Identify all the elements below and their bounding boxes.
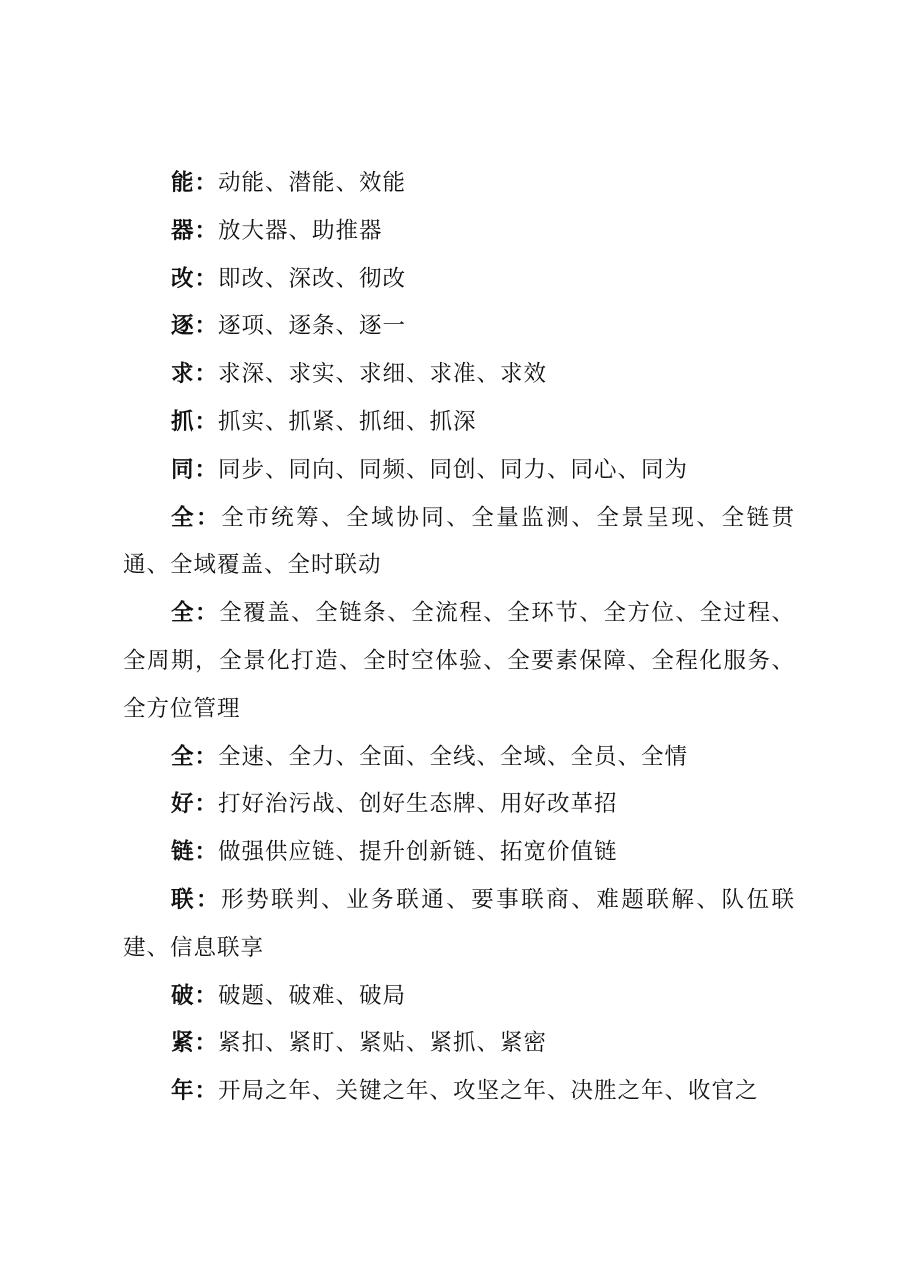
entry-qi <box>123 208 795 256</box>
entry-tong <box>123 447 795 495</box>
entry-key: 逐 <box>171 313 195 340</box>
entry-text: 全速、全力、全面、全线、全域、全员、全情 <box>218 743 689 770</box>
entry-text: 逐项、逐条、逐一 <box>218 313 407 340</box>
entry-text: 同步、同向、同频、同创、同力、同心、同为 <box>218 456 689 483</box>
entry-key: 破 <box>171 982 195 1009</box>
entry-separator: ： <box>194 456 219 483</box>
entry-separator: ： <box>194 1078 219 1105</box>
entry-key: 好 <box>171 791 195 818</box>
entry-text: 即改、深改、彻改 <box>218 265 407 292</box>
entry-lian-chain <box>123 829 795 877</box>
entry-separator: ： <box>196 504 222 531</box>
entry-hao <box>123 781 795 829</box>
entry-zhu <box>123 303 795 351</box>
entry-text: 放大器、助推器 <box>218 217 383 244</box>
entry-separator: ： <box>194 313 219 340</box>
entry-zhua <box>123 399 795 447</box>
entry-key: 抓 <box>171 408 195 435</box>
entry-text: 动能、潜能、效能 <box>218 170 407 196</box>
entry-separator: ： <box>194 839 219 866</box>
entry-lian-joint <box>123 877 795 973</box>
entry-quan-1 <box>123 495 795 591</box>
entry-separator: ： <box>194 217 219 244</box>
entry-text: 全市统筹、全域协同、全量监测、全景呈现、全链贯通、全域覆盖、全时联动 <box>123 504 795 579</box>
entry-key: 改 <box>171 265 195 292</box>
entry-separator: ： <box>194 265 219 292</box>
entry-key: 能 <box>171 170 195 196</box>
entry-gai <box>123 256 795 304</box>
entry-key: 全 <box>171 600 196 627</box>
entry-key: 链 <box>171 839 195 866</box>
entry-separator: ： <box>195 600 220 627</box>
document-page <box>123 160 795 1116</box>
entry-separator: ： <box>194 361 219 388</box>
entry-quan-2 <box>123 590 795 733</box>
entry-text: 求深、求实、求细、求准、求效 <box>218 361 548 388</box>
entry-text: 做强供应链、提升创新链、拓宽价值链 <box>218 839 618 866</box>
entry-separator: ： <box>194 791 219 818</box>
entry-text: 紧扣、紧盯、紧贴、紧抓、紧密 <box>218 1030 548 1057</box>
entry-separator: ： <box>196 886 222 913</box>
entry-neng <box>123 160 795 208</box>
entry-separator: ： <box>194 743 219 770</box>
entry-po <box>123 973 795 1021</box>
entry-key: 同 <box>171 456 195 483</box>
entry-text: 形势联判、业务联通、要事联商、难题联解、队伍联建、信息联享 <box>123 886 795 961</box>
entry-key: 求 <box>171 361 195 388</box>
entry-key: 全 <box>171 743 195 770</box>
entry-separator: ： <box>194 170 219 196</box>
entry-nian <box>123 1068 795 1116</box>
entry-text: 抓实、抓紧、抓细、抓深 <box>218 408 477 435</box>
entry-text: 开局之年、关键之年、攻坚之年、决胜之年、收官之 <box>218 1078 759 1105</box>
entry-key: 器 <box>171 217 195 244</box>
entry-separator: ： <box>194 408 219 435</box>
entry-key: 年 <box>171 1078 195 1105</box>
entry-text: 破题、破难、破局 <box>218 982 407 1009</box>
entry-text: 全覆盖、全链条、全流程、全环节、全方位、全过程、全周期，全景化打造、全时空体验、全要素保障、全程化服务、全方位管理 <box>123 600 795 722</box>
entry-qiu <box>123 351 795 399</box>
entry-separator: ： <box>194 982 219 1009</box>
entry-key: 联 <box>171 886 197 913</box>
entry-jin <box>123 1020 795 1068</box>
entry-separator: ： <box>194 1030 219 1057</box>
entry-key: 紧 <box>171 1030 195 1057</box>
entry-quan-3 <box>123 734 795 782</box>
entry-key: 全 <box>171 504 197 531</box>
entry-text: 打好治污战、创好生态牌、用好改革招 <box>218 791 618 818</box>
